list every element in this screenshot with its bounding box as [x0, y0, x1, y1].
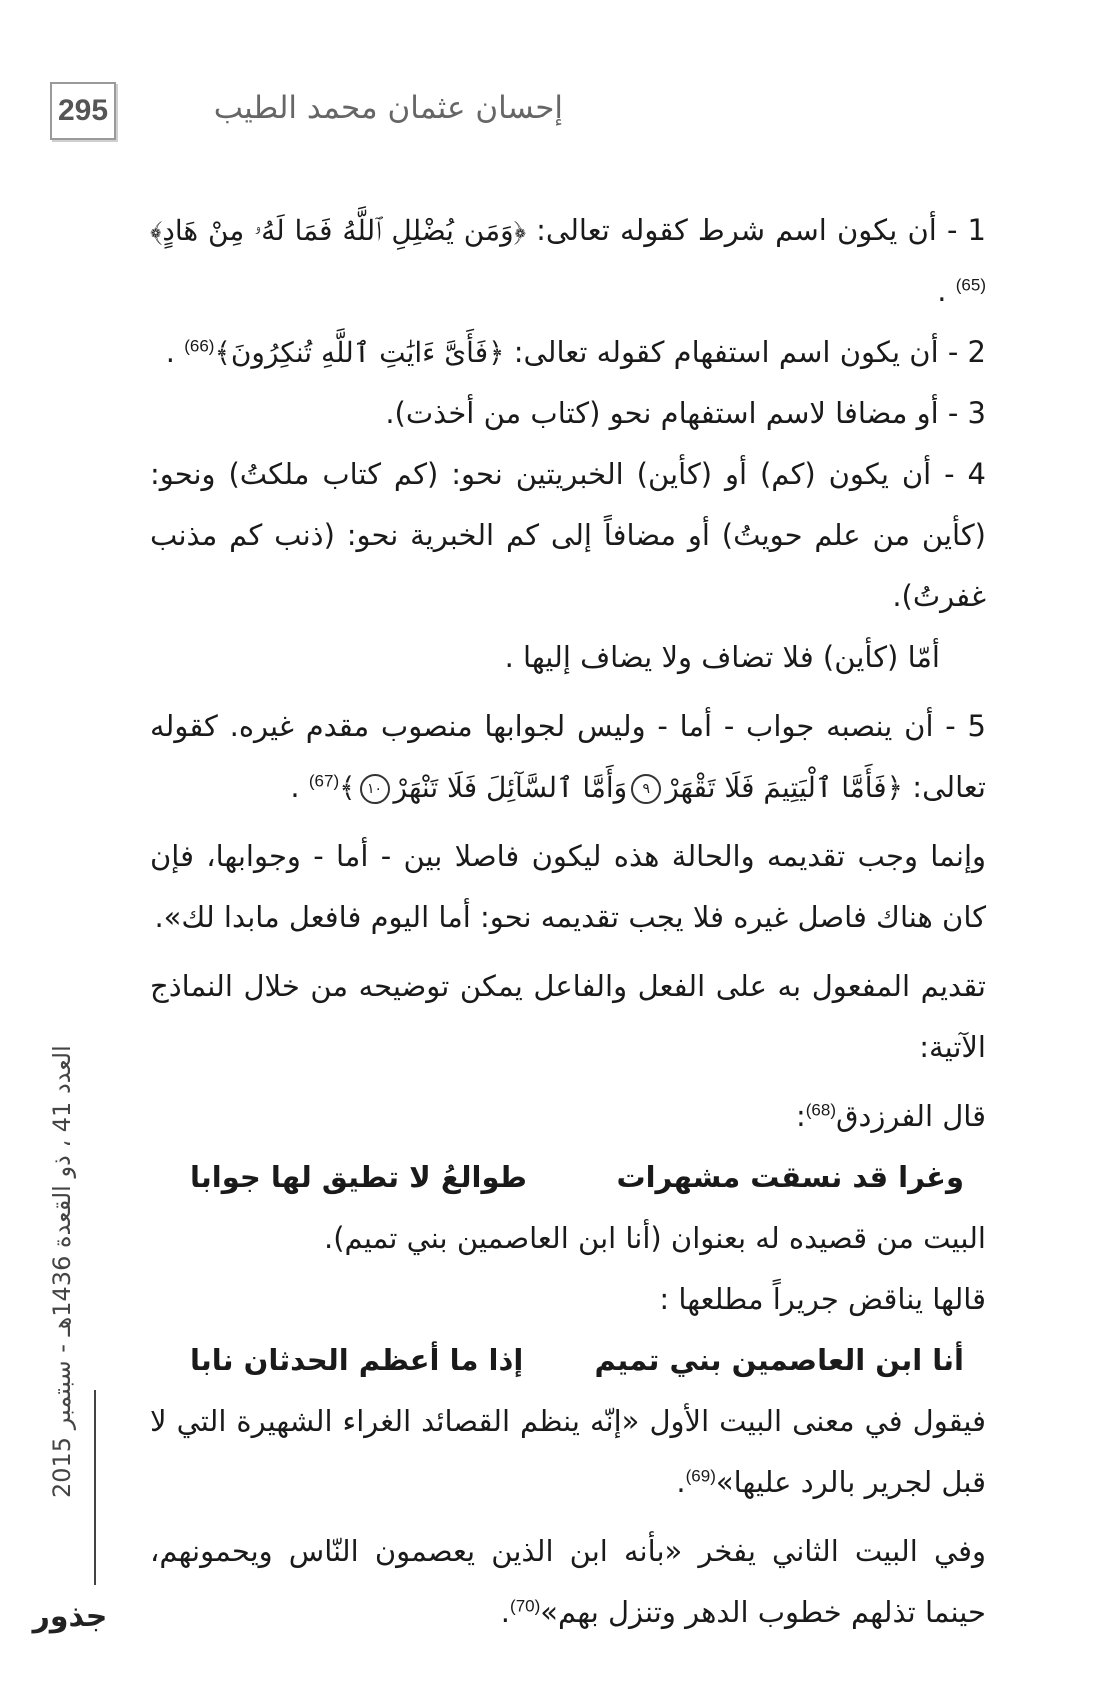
paragraph-text: تقديم المفعول به على الفعل والفاعل يمكن توضيحه من خلال النماذج الآتية: [150, 969, 986, 1064]
ayah-number-marker: ١٠ [360, 774, 390, 804]
paragraph-text: البيت من قصيده له بعنوان (أنا ابن العاصمين بني تميم). [324, 1221, 986, 1255]
quran-quote: ﴿فَأَمَّا ٱلْيَتِيمَ فَلَا تَقْهَرْ [665, 771, 904, 804]
paragraph-poem-source [150, 1208, 986, 1269]
poem-verse-2 [190, 1330, 964, 1391]
paragraph-text: فيقول في معنى البيت الأول «إنّه ينظم القصائد الغراء الشهيرة التي لا قبل لجرير بالرد عليها» [150, 1404, 986, 1499]
issue-info-vertical: العدد 41 ، ذو القعدة 1436هـ - سبتمبر 2015 [48, 1045, 76, 1498]
quran-quote: ﴿وَمَن يُضْلِلِ ٱللَّهُ فَمَا لَهُۥ مِنْ هَادٍ﴾ [150, 214, 527, 247]
item-end: : [795, 1099, 806, 1133]
verse-first-hemistich: أنا ابن العاصمين بني تميم [594, 1343, 964, 1377]
article-body [150, 200, 986, 1643]
footnote-ref: (65) [955, 275, 986, 295]
item-end: . [937, 274, 956, 308]
paragraph-item-4 [150, 444, 986, 627]
item-number: 3 - [938, 396, 986, 430]
poem-verse-1 [190, 1147, 964, 1208]
ayah-number-marker: ٩ [631, 774, 661, 804]
paragraph-item-3 [150, 383, 986, 444]
paragraph-meaning-second [150, 1521, 986, 1643]
item-number: 5 - [933, 709, 986, 743]
item-text: أمّا (كأين) فلا تضاف ولا يضاف إليها . [504, 640, 940, 674]
item-text: أو مضافا لاسم استفهام نحو (كتاب من أخذت). [385, 396, 939, 430]
item-number: 4 - [931, 457, 986, 491]
item-text: أن يكون اسم استفهام كقوله تعالى: [504, 335, 939, 369]
footnote-ref: (69) [685, 1466, 716, 1486]
paragraph-text: قالها يناقض جريراً مطلعها : [659, 1282, 986, 1316]
paragraph-text: وفي البيت الثاني يفخر «بأنه ابن الذين يعصمون النّاس ويحمونهم، حينما تذلهم خطوب الدهر وتنزل بهم» [150, 1534, 986, 1629]
item-number: 2 - [938, 335, 986, 369]
footnote-ref: (66) [184, 336, 215, 356]
paragraph-item-2 [150, 322, 986, 383]
footnote-ref: (70) [510, 1596, 541, 1616]
footnote-ref: (68) [805, 1100, 837, 1120]
sidebar-rule [94, 1390, 96, 1585]
paragraph-item-4-note [150, 627, 986, 688]
paragraph-item-5 [150, 696, 986, 818]
footnote-ref: (67) [308, 771, 340, 791]
quran-quote-close: ﴾ [339, 771, 356, 804]
quran-quote: وَأَمَّا ٱلسَّآئِلَ فَلَا تَنْهَرْ [393, 771, 628, 804]
verse-second-hemistich: طوالعُ لا تطيق لها جوابا [190, 1160, 527, 1194]
item-text: أن ينصبه جواب - أما - وليس لجوابها منصوب مقدم غيره. كقوله تعالى: [150, 709, 986, 804]
paragraph-text: وإنما وجب تقديمه والحالة هذه ليكون فاصلا بين - أما - وجوابها، فإن كان هناك فاصل غيره فلا يجب تقديمه نحو: أما اليوم فافعل مابدا لك». [150, 839, 986, 934]
item-text: أن يكون (كم) أو (كأين) الخبريتين نحو: (كم كتاب ملكتُ) ونحو: (كأين من علم حويتُ) أو مضافاً إلى كم الخبرية نحو: (ذنب كم مذنب غفرتُ). [150, 457, 986, 613]
item-end: . [290, 770, 309, 804]
paragraph-explanation [150, 826, 986, 948]
paragraph-poet [150, 1086, 986, 1147]
page-number: 295 [50, 82, 116, 140]
item-number: 1 - [936, 213, 986, 247]
verse-first-hemistich: وغرا قد نسقت مشهرات [616, 1160, 964, 1194]
running-header-author: إحسان عثمان محمد الطيب [213, 90, 563, 126]
item-text: أن يكون اسم شرط كقوله تعالى: [526, 213, 937, 247]
verse-second-hemistich: إذا ما أعظم الحدثان نابا [190, 1343, 524, 1377]
paragraph-poem-opening [150, 1269, 986, 1330]
paragraph-intro-examples [150, 956, 986, 1078]
journal-logo: جذور [32, 1599, 108, 1634]
quran-quote: ﴿فَأَىَّ ءَايَٰتِ ٱللَّهِ تُنكِرُونَ﴾ [214, 336, 505, 369]
item-end: . [676, 1465, 686, 1499]
paragraph-text: قال الفرزدق [836, 1099, 986, 1133]
item-end: . [165, 335, 185, 369]
paragraph-meaning-first [150, 1391, 986, 1513]
paragraph-item-1 [150, 200, 986, 322]
item-end: . [500, 1595, 511, 1629]
